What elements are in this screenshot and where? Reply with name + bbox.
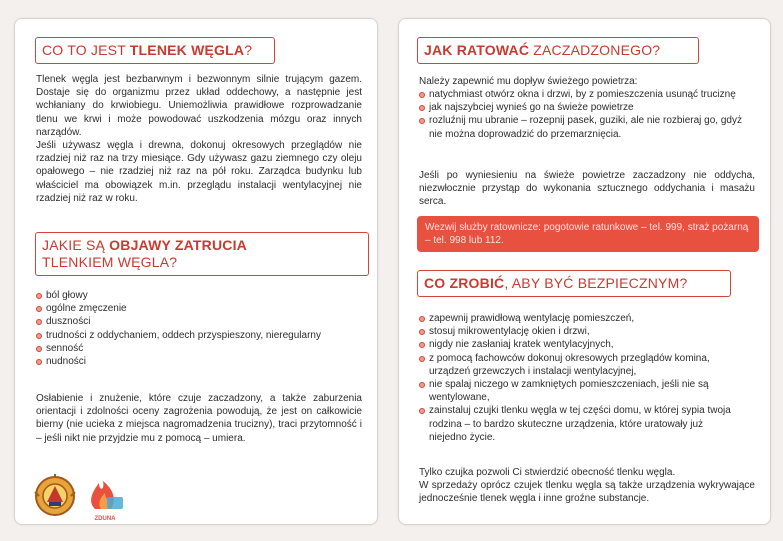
- list-item-text: trudności z oddychaniem, oddech przyspieszony, nieregularny: [46, 329, 321, 341]
- rescue-intro: Należy zapewnić mu dopływ świeżego powietrza:: [419, 76, 638, 87]
- list-item-text: duszności: [46, 316, 91, 328]
- intro-paragraph-1: Tlenek węgla jest bezbarwnym i bezwonnym silnie trującym gazem. Dostaje się do organizmu przez układ oddechowy, a następnie jest wchłaniany do krwiobiegu. Uniemożliwia prawidłowe rozprowadzanie tlenu we krwi i może powodować uszkodzenia mózgu oraz innych narządów.: [36, 74, 362, 138]
- heading-text: , ABY BYĆ BEZPIECZNYM?: [504, 275, 688, 291]
- bullet-icon: [36, 333, 42, 339]
- list-item: [36, 355, 366, 368]
- bullet-icon: [419, 342, 425, 348]
- intro-text: [36, 73, 362, 205]
- list-item: [36, 329, 366, 342]
- bullet-icon: [419, 92, 425, 98]
- bullet-icon: [36, 359, 42, 365]
- list-item-text: zapewnij prawidłową wentylację pomieszczeń,: [429, 313, 635, 324]
- list-item-text: senność: [46, 342, 84, 354]
- heading-how-to-be-safe: [417, 270, 731, 297]
- list-item-text: nigdy nie zasłaniaj kratek wentylacyjnych,: [429, 339, 614, 351]
- right-panel: [398, 18, 771, 525]
- list-item: [419, 378, 735, 404]
- rescue-outro: Jeśli po wyniesieniu na świeże powietrze zaczadzony nie oddycha, niezwłocznie przystąp do wykonania sztucznego oddychania i masażu serca.: [419, 170, 755, 208]
- list-item: [419, 101, 755, 114]
- list-item-text: stosuj mikrowentylację okien i drzwi,: [429, 326, 590, 338]
- left-panel: [14, 18, 378, 525]
- list-item: [36, 302, 366, 315]
- list-item: [36, 289, 366, 302]
- intro-paragraph-2: Jeśli używasz węgla i drewna, dokonuj okresowych przeglądów nie rzadziej niż raz na trzy miesiące. Gdy używasz gazu ziemnego czy oleju opałowego – nie rzadziej niż raz na pół roku. Zarządca budynku lub właściciel ma obowiązek m.in. przeglądu instalacji wentylacyjnej nie rzadziej niż raz w roku.: [36, 140, 362, 204]
- symptom-list: [36, 289, 366, 368]
- list-item-text: natychmiast otwórz okna i drzwi, by z pomieszczenia usunąć truciznę: [429, 89, 736, 100]
- final-text: [419, 466, 755, 506]
- heading-text: TLENKIEM WĘGLA?: [42, 254, 178, 270]
- list-item-text: rozluźnij mu ubranie – rozepnij pasek, guziki, ale nie rozbieraj go, gdyż nie można doprowadzić do przemarznięcia.: [429, 115, 742, 140]
- heading-text: CO TO JEST: [42, 42, 130, 58]
- heading-symptoms: [35, 232, 369, 276]
- heading-what-is-co: [35, 37, 275, 64]
- heading-how-to-rescue: [417, 37, 699, 64]
- heading-bold: CO ZROBIĆ: [424, 275, 505, 291]
- list-item: [419, 325, 735, 338]
- emergency-alert-box: Wezwij służby ratownicze: pogotowie ratunkowe – tel. 999, straż pożarną – tel. 998 lub 112.: [417, 216, 759, 252]
- list-item-text: ogólne zmęczenie: [46, 303, 127, 315]
- heading-bold: TLENEK WĘGLA: [129, 42, 245, 58]
- list-item-text: z pomocą fachowców dokonuj okresowych przeglądów komina, urządzeń grzewczych i instalacji wentylacyjnej,: [429, 352, 710, 377]
- final-line-2: W sprzedaży oprócz czujek tlenku węgla są także urządzenia wykrywające jednocześnie tlenek węgla i inne groźne substancje.: [419, 480, 755, 505]
- list-item: [419, 338, 735, 351]
- list-item: [36, 342, 366, 355]
- zduna-logo-text: ZDUNA: [94, 516, 116, 522]
- list-item: [419, 404, 735, 444]
- list-item-text: nudności: [46, 356, 87, 368]
- heading-text: ?: [244, 42, 253, 58]
- bullet-icon: [36, 346, 42, 352]
- list-item-text: jak najszybciej wynieś go na świeże powietrze: [429, 102, 634, 114]
- list-item-text: ból głowy: [46, 290, 88, 301]
- list-item: [419, 352, 735, 378]
- heading-bold: OBJAWY ZATRUCIA: [109, 237, 247, 253]
- list-item-text: zainstaluj czujki tlenku węgla w tej części domu, w której sypia twoja rodzina – to bardzo skuteczne urządzenia, które uratowały już niejedno życie.: [429, 405, 731, 443]
- heading-text: JAKIE SĄ: [42, 237, 110, 253]
- bullet-icon: [419, 329, 425, 335]
- bullet-icon: [419, 118, 425, 124]
- bullet-icon: [36, 293, 42, 299]
- bullet-icon: [419, 382, 425, 388]
- safety-steps-list: [419, 312, 735, 444]
- list-item: [419, 312, 735, 325]
- bullet-icon: [419, 316, 425, 322]
- bullet-icon: [419, 356, 425, 362]
- heading-bold: JAK RATOWAĆ: [424, 42, 530, 58]
- rescue-steps-list: [419, 88, 755, 141]
- fire-service-logo: [33, 474, 77, 518]
- list-item: [36, 315, 366, 328]
- heading-text: ZACZADZONEGO?: [529, 42, 661, 58]
- zduna-logo: [85, 479, 125, 523]
- list-item-text: nie spalaj niczego w zamkniętych pomieszczeniach, jeśli nie są wentylowane,: [429, 379, 709, 404]
- bullet-icon: [419, 408, 425, 414]
- bullet-icon: [36, 306, 42, 312]
- list-item: [419, 88, 755, 101]
- outro-text: Osłabienie i znużenie, które czuje zaczadzony, a także zaburzenia orientacji i zdolności oceny zagrożenia powodują, że jest on całkowicie bierny (nie ucieka z miejsca nagromadzenia trucizny), traci przytomność i – jeśli nikt nie przyjdzie mu z pomocą – umiera.: [36, 393, 362, 444]
- bullet-icon: [36, 319, 42, 325]
- bullet-icon: [419, 105, 425, 111]
- final-line-1: Tylko czujka pozwoli Ci stwierdzić obecność tlenku węgla.: [419, 467, 676, 478]
- list-item: [419, 114, 755, 140]
